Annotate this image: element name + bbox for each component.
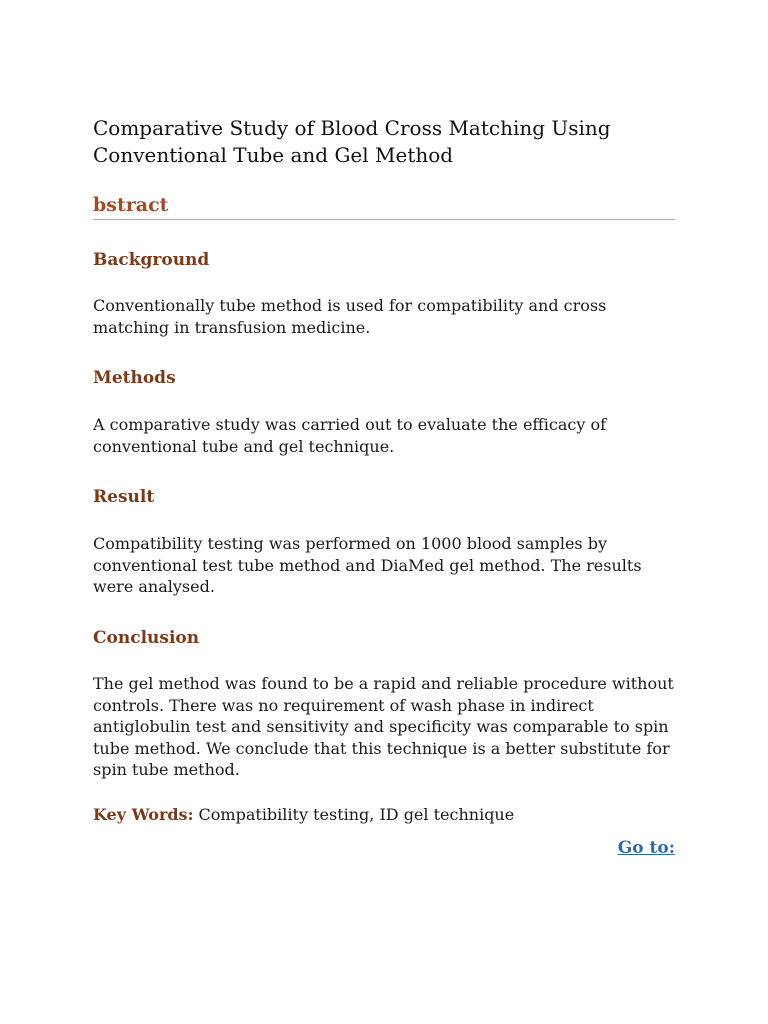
abstract-heading: bstract	[93, 193, 675, 220]
section-heading-background: Background	[93, 250, 210, 270]
section-text-result: Compatibility testing was performed on 1000 blood samples by conventional test tube method and DiaMed gel method. The results were analysed.	[93, 534, 642, 596]
article-title: Comparative Study of Blood Cross Matching Using Conventional Tube and Gel Method	[93, 116, 611, 167]
keywords-label: Key Words:	[93, 805, 194, 824]
section-text-background: Conventionally tube method is used for compatibility and cross matching in transfusion medicine.	[93, 296, 607, 337]
section-text-methods: A comparative study was carried out to evaluate the efficacy of conventional tube and gel technique.	[93, 415, 607, 456]
keywords-text: Compatibility testing, ID gel technique	[193, 805, 515, 824]
keywords-line	[93, 804, 675, 826]
section-text-conclusion: The gel method was found to be a rapid and reliable procedure without controls. There was no requirement of wash phase in indirect antiglobulin test and sensitivity and specificity was comparable to spin tube method. We conclude that this technique is a better substitute for spin tube method.	[93, 674, 674, 779]
section-heading-result: Result	[93, 487, 155, 507]
section-heading-conclusion: Conclusion	[93, 628, 200, 648]
section-heading-methods: Methods	[93, 368, 176, 388]
go-to-link[interactable]: Go to:	[617, 838, 675, 858]
